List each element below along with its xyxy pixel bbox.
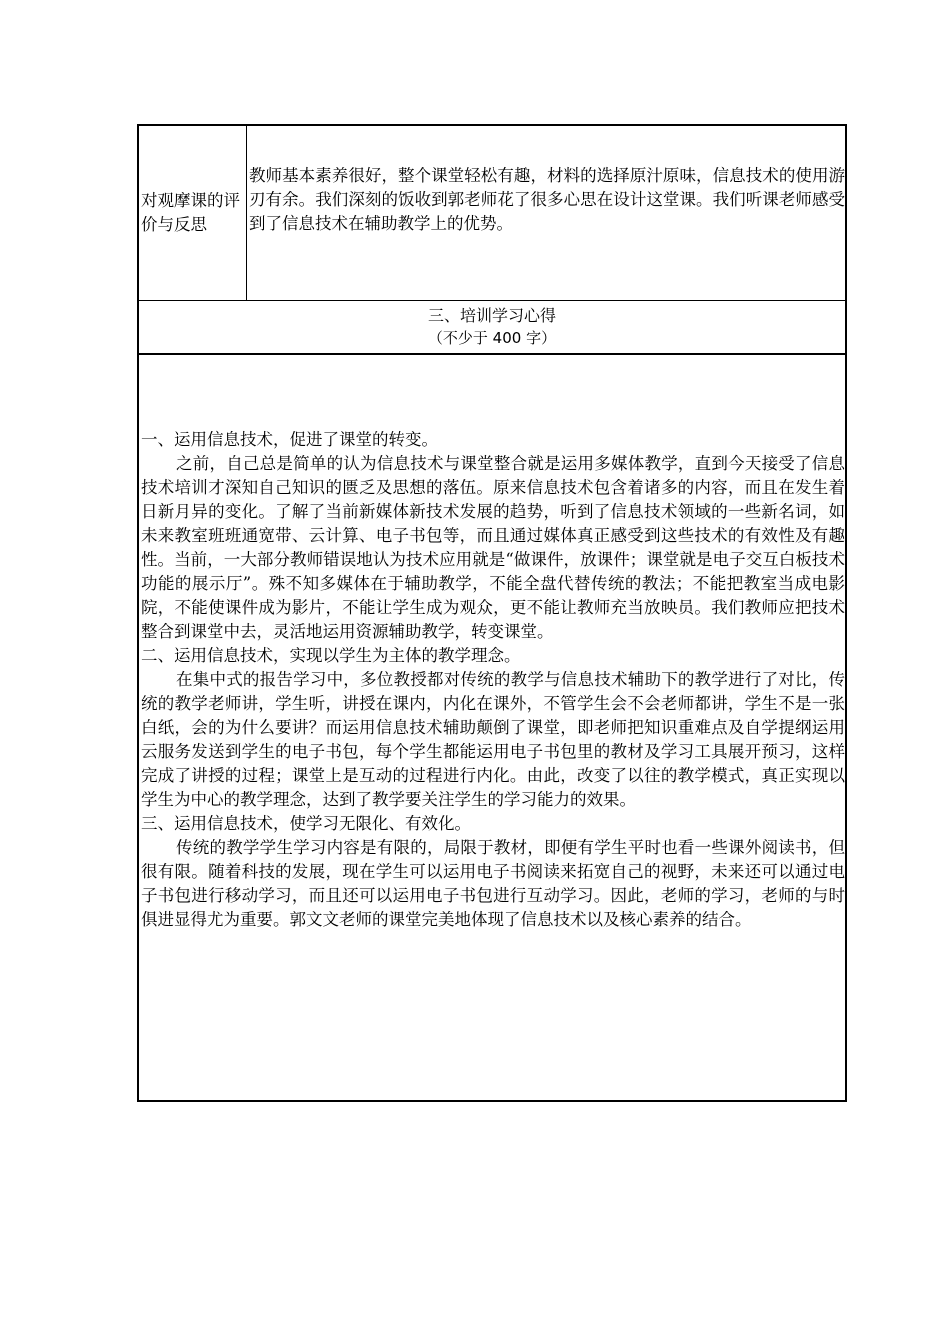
evaluation-text: 教师基本素养很好，整个课堂轻松有趣，材料的选择原汁原味，信息技术的使用游刃有余。我们深刻的饭收到郭老师花了很多心思在设计这堂课。我们听课老师感受到了信息技术在辅助教学上的优势。 xyxy=(249,166,845,233)
reflection-heading-3: 三、运用信息技术，使学习无限化、有效化。 xyxy=(141,814,471,833)
evaluation-label: 对观摩课的评价与反思 xyxy=(141,191,240,234)
training-form-table xyxy=(137,124,847,1102)
reflection-paragraph-2: 在集中式的报告学习中，多位教授都对传统的教学与信息技术辅助下的教学进行了对比，传统的教学老师讲，学生听，讲授在课内，内化在课外，不管学生会不会老师都讲，学生不是一张白纸，会的为什么要讲？而运用信息技术辅助颠倒了课堂，即老师把知识重难点及自学提纲运用云服务发送到学生的电子书包，每个学生都能运用电子书包里的教材及学习工具展开预习，这样完成了讲授的过程；课堂上是互动的过程进行内化。由此，改变了以往的教学模式，真正实现以学生为中心的教学理念，达到了教学要关注学生的学习能力的效果。 xyxy=(141,670,845,809)
evaluation-content-cell xyxy=(247,126,845,300)
evaluation-row xyxy=(139,126,845,301)
reflection-heading-1: 一、运用信息技术，促进了课堂的转变。 xyxy=(141,430,438,449)
section-subtitle: （不少于 400 字） xyxy=(427,329,557,347)
reflection-heading-2: 二、运用信息技术，实现以学生为主体的教学理念。 xyxy=(141,646,521,665)
evaluation-label-cell xyxy=(139,126,247,300)
reflection-content xyxy=(141,428,845,932)
reflection-paragraph-3: 传统的教学学生学习内容是有限的，局限于教材，即便有学生平时也看一些课外阅读书，但很有限。随着科技的发展，现在学生可以运用电子书阅读来拓宽自己的视野，未来还可以通过电子书包进行移动学习，而且还可以运用电子书包进行互动学习。因此，老师的学习，老师的与时俱进显得尤为重要。郭文文老师的课堂完美地体现了信息技术以及核心素养的结合。 xyxy=(141,838,845,929)
reflection-paragraph-1: 之前，自己总是简单的认为信息技术与课堂整合就是运用多媒体教学，直到今天接受了信息技术培训才深知自己知识的匮乏及思想的落伍。原来信息技术包含着诸多的内容，而且在发生着日新月异的变化。了解了当前新媒体新技术发展的趋势，听到了信息技术领域的一些新名词，如未来教室班班通宽带、云计算、电子书包等，而且通过媒体真正感受到这些技术的有效性及有趣性。当前，一大部分教师错误地认为技术应用就是“做课件，放课件；课堂就是电子交互白板技术功能的展示厅”。殊不知多媒体在于辅助教学，不能全盘代替传统的教法；不能把教室当成电影院，不能使课件成为影片，不能让学生成为观众，更不能让教师充当放映员。我们教师应把技术整合到课堂中去，灵活地运用资源辅助教学，转变课堂。 xyxy=(141,454,845,641)
reflection-cell xyxy=(139,355,845,1100)
section-header-row xyxy=(139,301,845,355)
section-title: 三、培训学习心得 xyxy=(427,306,556,325)
